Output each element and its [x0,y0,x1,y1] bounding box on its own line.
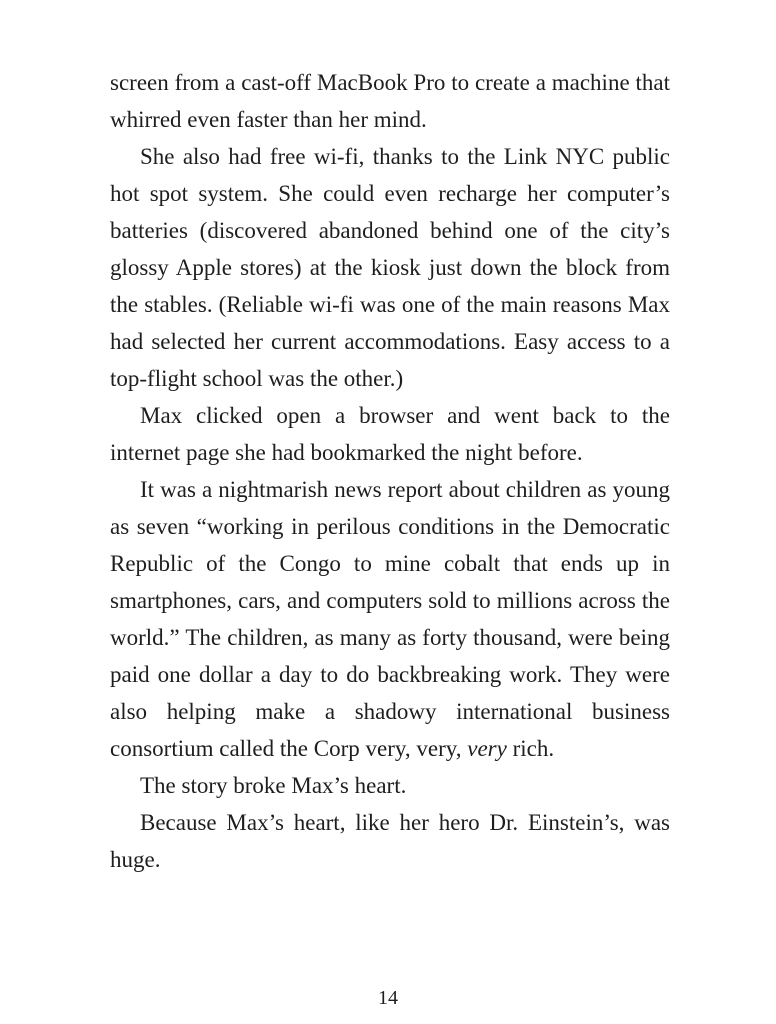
paragraph-5: The story broke Max’s heart. [140,773,407,798]
page-number: 14 [378,987,398,1009]
paragraph-4 [110,471,670,767]
paragraph-4-text: It was a nightmarish news report about children as young as seven “working in perilous conditions in the Democratic Republic of the Congo to mine cobalt that ends up in smartphones, cars, and computers sold to millions across the world.” The children, as many as forty thousand, were being paid one dollar a day to do backbreaking work. They were also helping make a shadowy international business consortium called the Corp very, very, [110,477,670,761]
italic-emphasis: very [467,736,507,761]
paragraph-1: screen from a cast-off MacBook Pro to create a machine that whirred even faster than her mind. [110,70,670,132]
paragraph-2: She also had free wi-fi, thanks to the Link NYC public hot spot system. She could even recharge her computer’s batteries (discovered abandoned behind one of the city’s glossy Apple stores) at the kiosk just down the block from the stables. (Reliable wi-fi was one of the main reasons Max had selected her current accommodations. Easy access to a top-flight school was the other.) [110,144,670,391]
paragraph-4-tail: rich. [512,736,555,761]
paragraph-3: Max clicked open a browser and went back to the internet page she had bookmarked the night before. [110,403,670,465]
body-text [110,64,670,878]
paragraph-6: Because Max’s heart, like her hero Dr. Einstein’s, was huge. [110,810,670,872]
